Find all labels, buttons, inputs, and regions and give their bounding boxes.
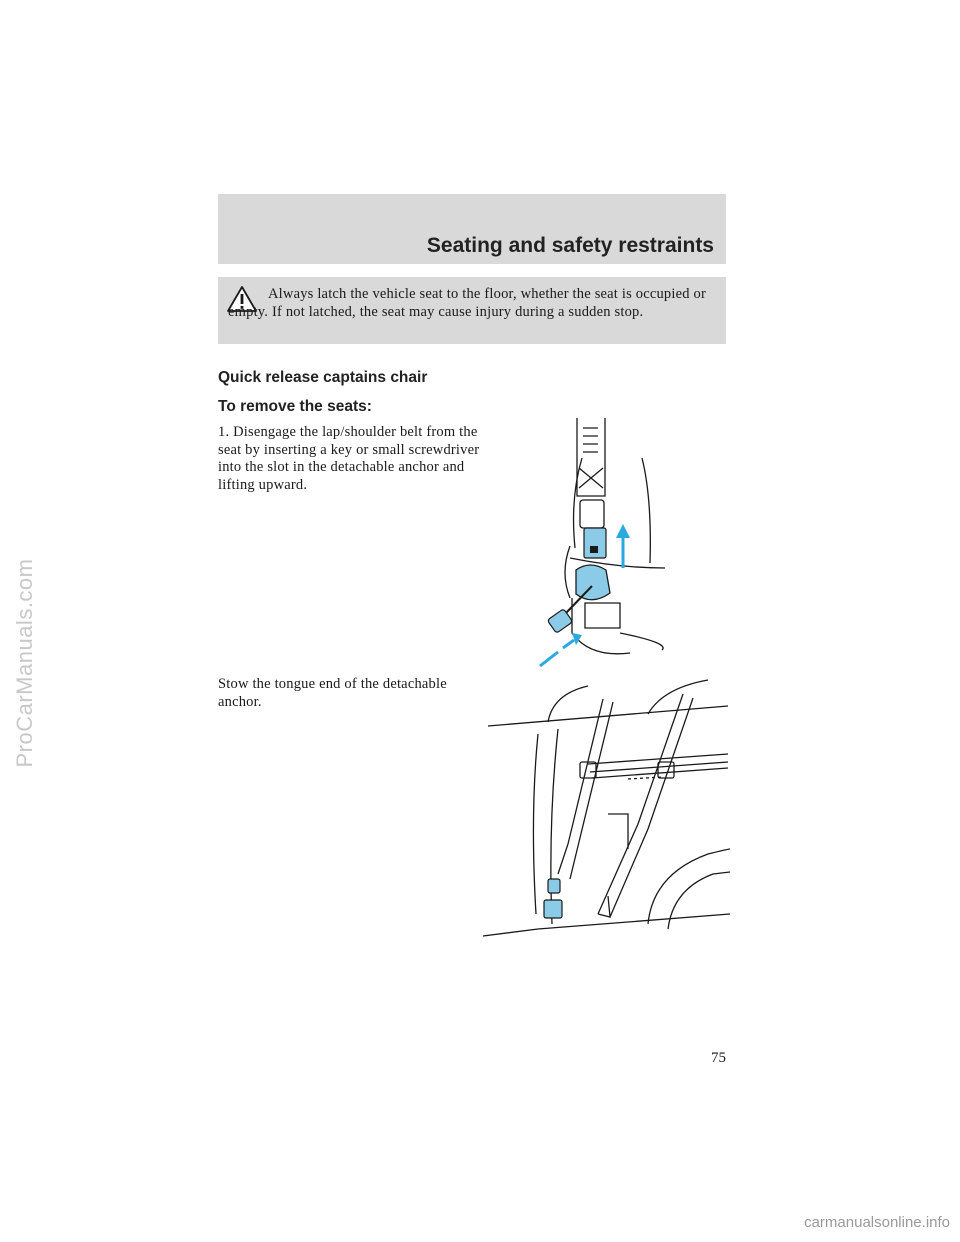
step-1-text: 1. Disengage the lap/shoulder belt from the seat by inserting a key or small screwdriver into the slot in the detachable anchor and lifting upward. xyxy=(218,424,480,493)
footer-brand: carmanualsonline.info xyxy=(804,1214,950,1231)
heading-remove-seats: To remove the seats: xyxy=(218,398,372,415)
section-title: Seating and safety restraints xyxy=(426,234,714,257)
watermark: ProCarManuals.com xyxy=(12,558,37,768)
page-number: 75 xyxy=(711,1050,726,1066)
stow-text: Stow the tongue end of the detachable anchor. xyxy=(218,676,447,710)
section-header-band xyxy=(218,194,726,264)
warning-box xyxy=(218,277,726,344)
stowed-belt-illustration xyxy=(478,674,730,944)
heading-quick-release: Quick release captains chair xyxy=(218,369,428,386)
detachable-anchor-illustration xyxy=(530,418,730,668)
warning-text: Always latch the vehicle seat to the floor, whether the seat is occupied or empty. If not latched, the seat may cause injury during a sudden stop. xyxy=(228,286,706,320)
